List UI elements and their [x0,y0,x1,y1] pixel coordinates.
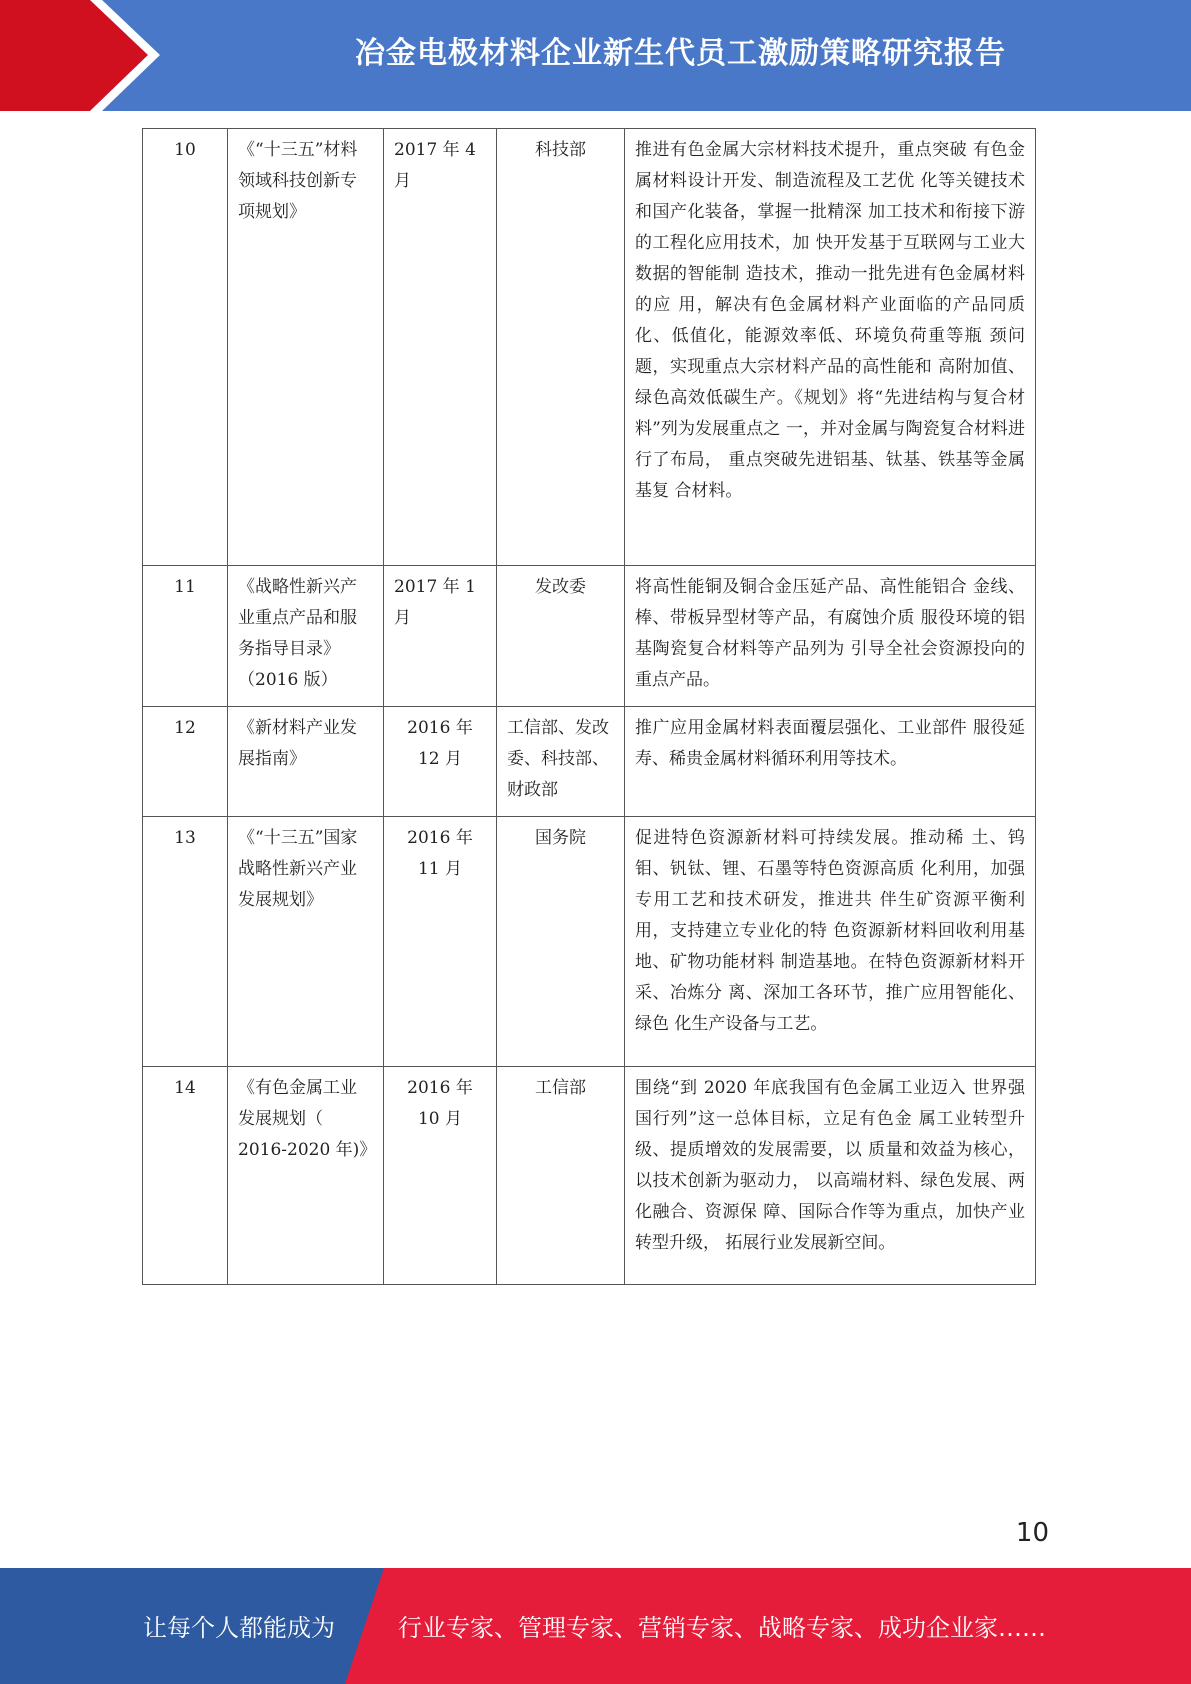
policy-name: 《“十三五”国家 战略性新兴产业 发展规划》 [228,817,384,1067]
footer-slogan-left: 让每个人都能成为 [143,1614,335,1642]
table-row [143,566,1036,707]
row-number: 14 [143,1067,228,1285]
issuing-department: 发改委 [497,566,625,707]
issue-date: 2017 年 4 月 [384,129,497,566]
row-number: 11 [143,566,228,707]
policy-name: 《战略性新兴产业重点产品和服务指导目录》（2016 版） [228,566,384,707]
issuing-department: 科技部 [497,129,625,566]
footer-banner [0,1568,1191,1684]
table-row [143,129,1036,566]
footer-slogan-right: 行业专家、管理专家、营销专家、战略专家、成功企业家…… [398,1614,1046,1642]
policy-content: 将高性能铜及铜合金压延产品、高性能铝合 金线、棒、带板异型材等产品，有腐蚀介质 服役环境的铝基陶瓷复合材料等产品列为 引导全社会资源投向的重点产品。 [625,566,1036,707]
table-row [143,1067,1036,1285]
policy-content: 围绕“到 2020 年底我国有色金属工业迈入 世界强国行列”这一总体目标，立足有色金 属工业转型升级、提质增效的发展需要，以 质量和效益为核心，以技术创新为驱动力， 以高端材料、绿色发展、两化融合、资源保 障、国际合作等为重点，加快产业转型升级， 拓展行业发展新空间。 [625,1067,1036,1285]
policy-content: 推进有色金属大宗材料技术提升，重点突破 有色金属材料设计开发、制造流程及工艺优 化等关键技术和国产化装备，掌握一批精深 加工技术和衔接下游的工程化应用技术，加 快开发基于互联网与工业大数据的智能制 造技术，推动一批先进有色金属材料的应 用，解决有色金属材料产业面临的产品同质 化、低值化，能源效率低、环境负荷重等瓶 颈问题，实现重点大宗材料产品的高性能和 高附加值、绿色高效低碳生产。《规划》将“先进结构与复合材料”列为发展重点之 一，并对金属与陶瓷复合材料进行了布局， 重点突破先进铝基、钛基、铁基等金属基复 合材料。 [625,129,1036,566]
issue-date: 2016 年 10 月 [384,1067,497,1285]
policy-name: 《“十三五”材料 领域科技创新专 项规划》 [228,129,384,566]
row-number: 12 [143,707,228,817]
policy-name: 《有色金属工业发展规划（ 2016-2020 年)》 [228,1067,384,1285]
issuing-department: 工信部 [497,1067,625,1285]
report-title: 冶金电极材料企业新生代员工激励策略研究报告 [355,36,1006,71]
row-number: 10 [143,129,228,566]
table-row [143,707,1036,817]
policy-content: 推广应用金属材料表面覆层强化、工业部件 服役延寿、稀贵金属材料循环利用等技术。 [625,707,1036,817]
policy-name: 《新材料产业发展指南》 [228,707,384,817]
issuing-department: 工信部、发改委、科技部、财政部 [497,707,625,817]
row-number: 13 [143,817,228,1067]
issue-date: 2017 年 1 月 [384,566,497,707]
policy-content: 促进特色资源新材料可持续发展。推动稀 土、钨钼、钒钛、锂、石墨等特色资源高质 化利用，加强专用工艺和技术研发，推进共 伴生矿资源平衡利用，支持建立专业化的特 色资源新材料回收利用基地、矿物功能材料 制造基地。在特色资源新材料开采、冶炼分 离、深加工各环节，推广应用智能化、绿色 化生产设备与工艺。 [625,817,1036,1067]
issue-date: 2016 年 12 月 [384,707,497,817]
policy-table [142,128,1036,1285]
page-number: 10 [1015,1518,1049,1548]
issuing-department: 国务院 [497,817,625,1067]
header-banner [0,0,1191,111]
table-row [143,817,1036,1067]
issue-date: 2016 年 11 月 [384,817,497,1067]
